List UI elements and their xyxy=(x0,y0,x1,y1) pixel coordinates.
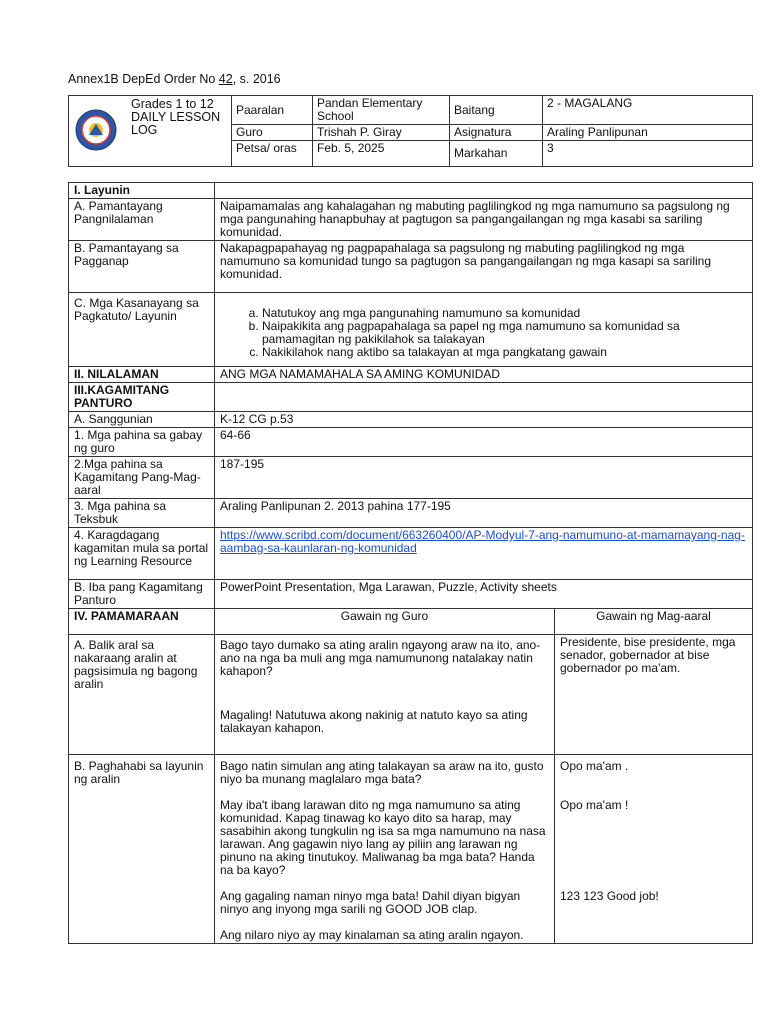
balik-aral-row: A. Balik aral sa nakaraang aralin at pagsisimula ng bagong aralin Bago tayo dumako sa ating aralin ngayong araw na ito, ano-ano na nga ba muli ang mga namumunong natalakay natin kahapon? Magaling! Natutuwa akong nakinig at natuto kayo sa ating talakayan kahapon. Presidente, bise presidente, mga senador, gobernador at bise gobernador po ma'am. xyxy=(69,635,753,755)
date-value: Feb. 5, 2025 xyxy=(313,141,450,167)
school-value: Pandan Elementary School xyxy=(313,96,450,125)
sanggunian-row: A. Sanggunian K-12 CG p.53 xyxy=(69,412,753,428)
kagamitan-heading-row: III.KAGAMITANG PANTURO xyxy=(69,383,753,412)
date-label: Petsa/ oras xyxy=(232,141,313,167)
teacher-label: Guro xyxy=(232,125,313,141)
nilalaman-row: II. NILALAMAN ANG MGA NAMAMAHALA SA AMING KOMUNIDAD xyxy=(69,367,753,383)
grade-label: Baitang xyxy=(450,96,543,125)
pamamaraan-heading-row: IV. PAMAMARAAN Gawain ng Guro Gawain ng Mag-aaral xyxy=(69,609,753,635)
paghahabi-row: B. Paghahabi sa layunin ng aralin Bago natin simulan ang ating talakayan sa araw na ito, gusto niyo ba munang maglalaro mga bata? May iba't ibang larawan dito ng mga namumuno sa ating komunidad. Kapag tinawag ko kayo dito sa harap, may sasabihin akong tungkulin ng isa sa mga namumuno na nasa larawan. Ang gagawin niyo lang ay piliin ang larawan ng pinuno na aking tinutukoy. Maliwanag ba mga bata? Handa na ba kayo? Ang gagaling naman ninyo mga bata! Dahil diyan bigyan ninyo ang inyong mga sarili ng GOOD JOB clap. Ang nilaro niyo ay may kinalaman sa ating aralin ngayon. Opo ma'am . Opo ma'am ! 123 123 Good job! xyxy=(69,755,753,944)
layunin-heading: I. Layunin xyxy=(69,183,215,199)
subject-label: Asignatura xyxy=(450,125,543,141)
subject-value: Araling Panlipunan xyxy=(543,125,753,141)
school-label: Paaralan xyxy=(232,96,313,125)
dll-title: Grades 1 to 12 DAILY LESSON LOG xyxy=(123,96,232,167)
objective-item: a. Natutukoy ang mga pangunahing namumuno sa komunidad xyxy=(262,307,747,320)
kagamitang-mag-aaral-row: 2.Mga pahina sa Kagamitang Pang-Mag-aaral 187-195 xyxy=(69,457,753,499)
annex-reference: Annex1B DepEd Order No 42, s. 2016 xyxy=(68,72,281,86)
quarter-value: 3 xyxy=(543,141,753,167)
deped-seal-icon xyxy=(74,108,118,152)
learning-resource-row: 4. Karagdagang kagamitan mula sa portal ng Learning Resource https://www.scribd.com/document/663260400/AP-Modyul-7-ang-namumuno-at-mamamayang-nag-aambag-sa-kaunlaran-ng-komunidad xyxy=(69,528,753,580)
kasanayan-row: C. Mga Kasanayang sa Pagkatuto/ Layunin a. Natutukoy ang mga pangunahing namumuno sa komunidad b. Naipakikita ang pagpapahalaga sa papel ng mga namumuno sa komunidad sa pamamagitan ng pakikilahok sa talakayan c. Nakikilahok nang aktibo sa talakayan at mga pangkatang gawain xyxy=(69,293,753,367)
iba-pang-kagamitan-row: B. Iba pang Kagamitang Panturo PowerPoint Presentation, Mga Larawan, Puzzle, Activity sheets xyxy=(69,580,753,609)
col-student-header: Gawain ng Mag-aaral xyxy=(555,609,753,635)
objectives-list xyxy=(220,307,747,359)
teksbuk-row: 3. Mga pahina sa Teksbuk Araling Panlipunan 2. 2013 pahina 177-195 xyxy=(69,499,753,528)
lesson-log-table xyxy=(68,182,753,944)
deped-seal xyxy=(69,96,124,167)
teacher-value: Trishah P. Giray xyxy=(313,125,450,141)
pamantayang-pangnilalaman-row: A. Pamantayang Pangnilalaman Naipamamalas ang kahalagahan ng mabuting paglilingkod ng mga namumuno sa pagsulong ng mga pangunahing hanapbuhay at pagtugon sa pangangailangan ng mga kasabi sa sariling komunidad. xyxy=(69,199,753,241)
header-table xyxy=(68,95,753,167)
gabay-guro-row: 1. Mga pahina sa gabay ng guro 64-66 xyxy=(69,428,753,457)
resource-link[interactable]: https://www.scribd.com/document/663260400/AP-Modyul-7-ang-namumuno-at-mamamayang-nag-aambag-sa-kaunlaran-ng-komunidad xyxy=(220,528,745,555)
order-number: 42 xyxy=(218,72,233,86)
objective-item: b. Naipakikita ang pagpapahalaga sa papel ng mga namumuno sa komunidad sa pamamagitan ng pakikilahok sa talakayan xyxy=(262,320,747,346)
layunin-row xyxy=(69,183,753,199)
pamantayang-pagganap-row: B. Pamantayang sa Pagganap Nakapagpapahayag ng pagpapahalaga sa pagsulong ng mabuting paglilingkod ng mga namumuno sa komunidad tungo sa pagtugon sa pangangailangan ng mga kasapi sa sariling komunidad. xyxy=(69,241,753,293)
col-teacher-header: Gawain ng Guro xyxy=(215,609,555,635)
quarter-label: Markahan xyxy=(450,141,543,167)
grade-value: 2 - MAGALANG xyxy=(543,96,753,125)
objective-item: c. Nakikilahok nang aktibo sa talakayan at mga pangkatang gawain xyxy=(262,346,747,359)
